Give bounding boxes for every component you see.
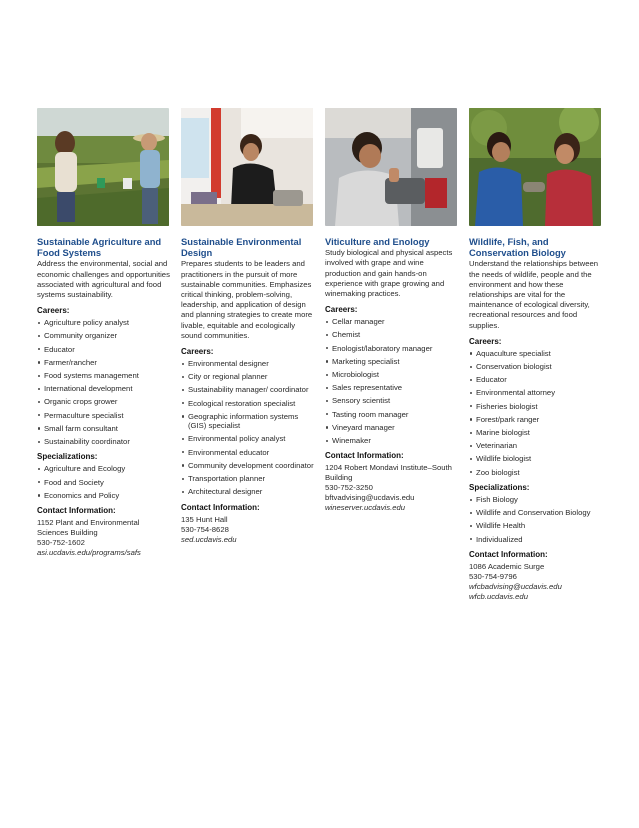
contact-phone: 530-752-1602 <box>37 538 85 548</box>
careers-list <box>469 349 603 477</box>
list-item: Permaculture specialist <box>37 411 171 420</box>
list-item: Individualized <box>469 535 603 544</box>
list-item: Forest/park ranger <box>469 415 603 424</box>
list-item: Environmental designer <box>181 359 315 368</box>
list-item: Sustainability manager/ coordinator <box>181 385 315 394</box>
list-item: City or regional planner <box>181 372 315 381</box>
list-item: Marine biologist <box>469 428 603 437</box>
contact-phone: 530-754-9796 <box>469 572 517 582</box>
list-item: Community organizer <box>37 331 171 340</box>
contact-address: 1204 Robert Mondavi Institute–South Building <box>325 463 452 483</box>
careers-list <box>37 318 171 446</box>
list-item: Community development coordinator <box>181 461 315 470</box>
list-item: Cellar manager <box>325 317 459 326</box>
list-item: Tasting room manager <box>325 410 459 419</box>
specializations-list <box>37 464 171 500</box>
list-item: Organic crops grower <box>37 397 171 406</box>
program-column-wildlife <box>469 108 603 602</box>
careers-list <box>325 317 459 445</box>
list-item: Environmental attorney <box>469 388 603 397</box>
list-item: International development <box>37 384 171 393</box>
list-item: Microbiologist <box>325 370 459 379</box>
list-item: Vineyard manager <box>325 423 459 432</box>
contact-email-link[interactable]: bftvadvising@ucdavis.edu <box>325 493 415 503</box>
list-item: Winemaker <box>325 436 459 445</box>
list-item: Wildlife Health <box>469 521 603 530</box>
contact-address: 1152 Plant and Environmental Sciences Building <box>37 518 140 538</box>
contact-website-link[interactable]: wfcb.ucdavis.edu <box>469 592 528 602</box>
contact-website-link[interactable]: sed.ucdavis.edu <box>181 534 237 544</box>
program-title: Viticulture and Enology <box>325 236 430 247</box>
list-item: Sales representative <box>325 383 459 392</box>
program-description: Prepares students to be leaders and practitioners in the pursuit of more sustainable communities. Emphasizes critical thinking, problem-solving, leadership, and application of design and planning strategies to create more livable, equitable and ecologically sound communities. <box>181 259 313 340</box>
contact-address: 135 Hunt Hall <box>181 514 228 524</box>
list-item: Fish Biology <box>469 495 603 504</box>
list-item: Aquaculture specialist <box>469 349 603 358</box>
contact-phone: 530-752-3250 <box>325 483 373 493</box>
program-description: Study biological and physical aspects involved with grape and wine production and gain hands-on experience with grape growing and winemaking practices. <box>325 248 453 299</box>
contact-heading: Contact Information: <box>469 550 548 560</box>
careers-heading: Careers: <box>37 306 70 316</box>
list-item: Architectural designer <box>181 487 315 496</box>
list-item: Transportation planner <box>181 474 315 483</box>
contact-heading: Contact Information: <box>325 451 404 461</box>
contact-website-link[interactable]: asi.ucdavis.edu/programs/safs <box>37 548 141 558</box>
list-item: Wildlife and Conservation Biology <box>469 508 603 517</box>
list-item: Small farm consultant <box>37 424 171 433</box>
list-item: Farmer/rancher <box>37 358 171 367</box>
contact-phone: 530-754-8628 <box>181 524 229 534</box>
careers-list <box>181 359 315 497</box>
list-item: Enologist/laboratory manager <box>325 344 459 353</box>
program-title: Wildlife, Fish, and Conservation Biology <box>469 236 566 259</box>
contact-website-link[interactable]: wineserver.ucdavis.edu <box>325 503 406 513</box>
program-description: Address the environmental, social and economic challenges and opportunities associated with agricultural and food systems sustainability. <box>37 259 170 300</box>
list-item: Environmental policy analyst <box>181 434 315 443</box>
list-item: Wildlife biologist <box>469 454 603 463</box>
list-item: Fisheries biologist <box>469 402 603 411</box>
program-column-sustainable-agriculture <box>37 108 171 558</box>
students-in-field-photo <box>37 108 169 226</box>
student-design-studio-photo <box>181 108 313 226</box>
specializations-heading: Specializations: <box>37 452 98 462</box>
list-item: Agriculture and Ecology <box>37 464 171 473</box>
list-item: Food systems management <box>37 371 171 380</box>
list-item: Sensory scientist <box>325 396 459 405</box>
list-item: Educator <box>469 375 603 384</box>
students-in-winery-lab-photo <box>325 108 457 226</box>
careers-heading: Careers: <box>325 305 358 315</box>
program-description: Understand the relationships between the needs of wildlife, people and the environment and how these relationships are vital for the maintenance of ecological diversity, recreational resources and food supplies. <box>469 259 599 330</box>
program-title: Sustainable Agriculture and Food Systems <box>37 236 162 259</box>
contact-heading: Contact Information: <box>181 502 260 512</box>
program-title: Sustainable Environmental Design <box>181 236 302 259</box>
careers-heading: Careers: <box>469 336 502 346</box>
list-item: Food and Society <box>37 478 171 487</box>
list-item: Marketing specialist <box>325 357 459 366</box>
list-item: Conservation biologist <box>469 362 603 371</box>
list-item: Environmental educator <box>181 448 315 457</box>
list-item: Geographic information systems (GIS) specialist <box>181 412 315 431</box>
careers-heading: Careers: <box>181 347 214 357</box>
list-item: Chemist <box>325 330 459 339</box>
specializations-heading: Specializations: <box>469 483 530 493</box>
list-item: Economics and Policy <box>37 491 171 500</box>
list-item: Educator <box>37 345 171 354</box>
specializations-list <box>469 495 603 544</box>
contact-heading: Contact Information: <box>37 506 116 516</box>
students-handling-wildlife-photo <box>469 108 601 226</box>
program-column-viticulture <box>325 108 459 513</box>
list-item: Zoo biologist <box>469 468 603 477</box>
contact-address: 1086 Academic Surge <box>469 562 545 572</box>
list-item: Ecological restoration specialist <box>181 399 315 408</box>
list-item: Veterinarian <box>469 441 603 450</box>
program-column-sustainable-design <box>181 108 315 545</box>
contact-email-link[interactable]: wfcbadvising@ucdavis.edu <box>469 582 562 592</box>
list-item: Agriculture policy analyst <box>37 318 171 327</box>
list-item: Sustainability coordinator <box>37 437 171 446</box>
